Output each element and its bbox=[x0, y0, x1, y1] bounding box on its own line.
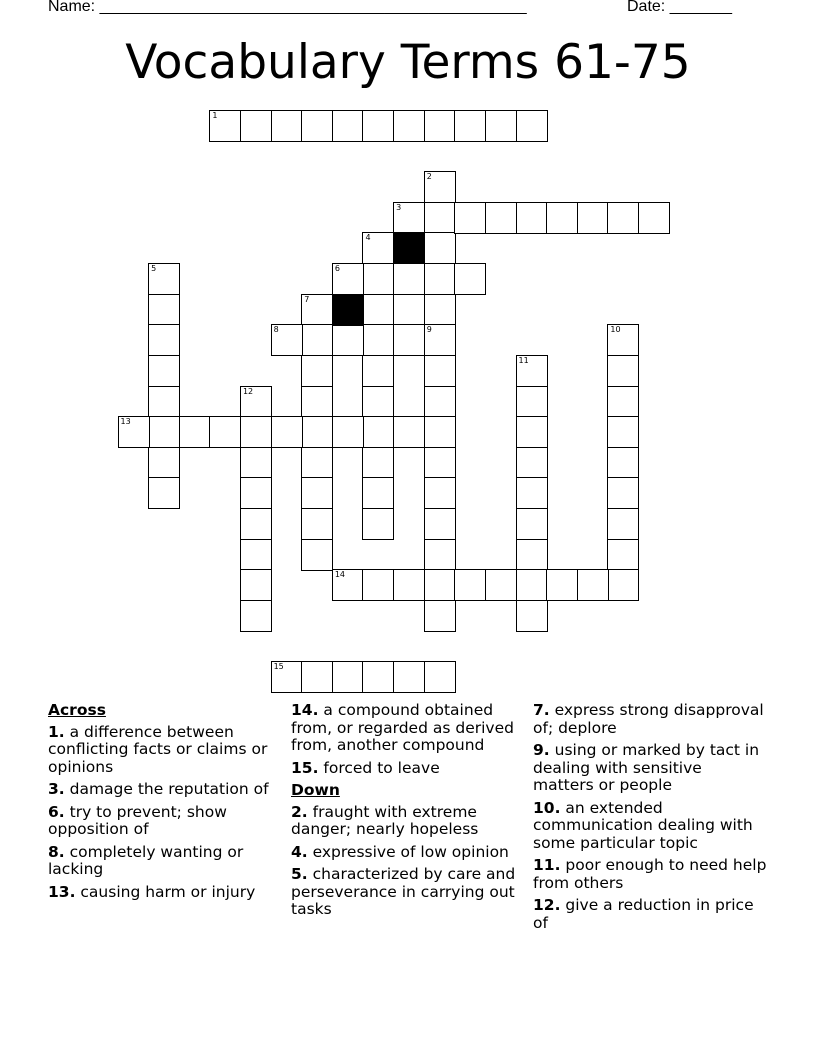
crossword-cell[interactable] bbox=[516, 600, 548, 632]
crossword-cell[interactable] bbox=[301, 508, 333, 540]
crossword-cell[interactable] bbox=[301, 477, 333, 509]
crossword-cell[interactable] bbox=[607, 508, 639, 540]
crossword-cell[interactable] bbox=[362, 416, 394, 448]
crossword-cell[interactable] bbox=[516, 508, 548, 540]
clue-number: 12. bbox=[533, 896, 561, 914]
down-heading: Down bbox=[291, 781, 340, 799]
crossword-cell[interactable] bbox=[362, 386, 394, 418]
clue-number-label: 12 bbox=[242, 386, 254, 396]
crossword-cell[interactable] bbox=[393, 324, 425, 356]
crossword-cell[interactable] bbox=[607, 539, 639, 571]
crossword-cell[interactable] bbox=[118, 416, 150, 448]
clue-number-label: 14 bbox=[334, 570, 346, 580]
across-heading: Across bbox=[48, 701, 106, 719]
crossword-cell[interactable] bbox=[271, 416, 303, 448]
crossword-cell[interactable] bbox=[454, 110, 486, 142]
crossword-cell[interactable] bbox=[240, 600, 272, 632]
clue-number-label: 3 bbox=[396, 202, 402, 212]
crossword-cell[interactable] bbox=[516, 569, 548, 601]
clue-text: an extended communication dealing with some particular topic bbox=[533, 798, 753, 852]
crossword-cell[interactable] bbox=[485, 110, 517, 142]
crossword-cell[interactable] bbox=[424, 386, 456, 418]
clue-item bbox=[48, 724, 282, 777]
crossword-cell[interactable] bbox=[209, 110, 241, 142]
clue-number: 10. bbox=[533, 798, 561, 817]
crossword-cell[interactable] bbox=[424, 324, 456, 356]
clue-number-label: 4 bbox=[365, 233, 371, 243]
crossword-cell[interactable] bbox=[271, 110, 303, 142]
crossword-cell[interactable] bbox=[240, 110, 272, 142]
crossword-cell[interactable] bbox=[148, 263, 180, 295]
clue-text: forced to leave bbox=[318, 758, 440, 777]
crossword-cell[interactable] bbox=[424, 416, 456, 448]
crossword-cell[interactable] bbox=[148, 294, 180, 326]
crossword-cell[interactable] bbox=[148, 324, 180, 356]
crossword-cell[interactable] bbox=[332, 110, 364, 142]
crossword-cell[interactable] bbox=[516, 477, 548, 509]
clue-number: 4. bbox=[291, 842, 308, 861]
crossword-cell[interactable] bbox=[240, 569, 272, 601]
crossword-cell[interactable] bbox=[424, 539, 456, 571]
crossword-cell[interactable] bbox=[271, 661, 303, 693]
crossword-cell[interactable] bbox=[301, 355, 333, 387]
crossword-cell[interactable] bbox=[424, 355, 456, 387]
clue-text: damage the reputation of bbox=[64, 780, 269, 798]
clue-number: 9. bbox=[533, 741, 550, 759]
clue-item bbox=[48, 804, 282, 839]
crossword-cell[interactable] bbox=[301, 416, 333, 448]
clue-number-label: 9 bbox=[426, 325, 432, 335]
crossword-cell[interactable] bbox=[301, 539, 333, 571]
clue-number-label: 7 bbox=[304, 294, 310, 304]
crossword-cell[interactable] bbox=[362, 355, 394, 387]
clue-item bbox=[533, 800, 767, 853]
crossword-cell[interactable] bbox=[362, 263, 394, 295]
crossword-cell[interactable] bbox=[516, 202, 548, 234]
crossword-cell[interactable] bbox=[301, 447, 333, 479]
crossword-cell[interactable] bbox=[362, 447, 394, 479]
crossword-cell[interactable] bbox=[393, 110, 425, 142]
date-field-label: Date: _______ bbox=[627, 0, 732, 15]
crossword-cell[interactable] bbox=[485, 569, 517, 601]
crossword-cell[interactable] bbox=[577, 202, 609, 234]
crossword-cell[interactable] bbox=[607, 355, 639, 387]
crossword-cell[interactable] bbox=[362, 232, 394, 264]
clues-column-2 bbox=[291, 702, 525, 924]
crossword-cell[interactable] bbox=[301, 386, 333, 418]
clue-text: give a reduction in price of bbox=[533, 896, 754, 932]
clue-number-label: 6 bbox=[334, 264, 340, 274]
clue-item bbox=[533, 702, 767, 737]
crossword-cell[interactable] bbox=[454, 202, 486, 234]
crossword-cell[interactable] bbox=[424, 232, 456, 264]
crossword-cell[interactable] bbox=[240, 447, 272, 479]
crossword-cell[interactable] bbox=[240, 539, 272, 571]
clue-item bbox=[48, 781, 282, 799]
clue-item bbox=[48, 844, 282, 879]
crossword-cell[interactable] bbox=[179, 416, 211, 448]
clue-text: try to prevent; show opposition of bbox=[48, 802, 227, 838]
clue-number-label: 5 bbox=[151, 264, 157, 274]
clue-text: a difference between conflicting facts or claims or opinions bbox=[48, 722, 268, 776]
crossword-cell[interactable] bbox=[607, 416, 639, 448]
crossword-cell[interactable] bbox=[607, 202, 639, 234]
clue-number-label: 11 bbox=[518, 355, 529, 365]
clue-text: causing harm or injury bbox=[75, 882, 256, 901]
crossword-cell[interactable] bbox=[424, 110, 456, 142]
clue-text: poor enough to need help from others bbox=[533, 856, 767, 892]
crossword-cell[interactable] bbox=[424, 600, 456, 632]
clue-item bbox=[291, 804, 525, 839]
crossword-cell[interactable] bbox=[516, 539, 548, 571]
crossword-cell[interactable] bbox=[607, 447, 639, 479]
clue-item bbox=[291, 866, 525, 919]
crossword-cell[interactable] bbox=[148, 416, 180, 448]
clue-text: completely wanting or lacking bbox=[48, 842, 244, 878]
clue-text: a compound obtained from, or regarded as derived from, another compound bbox=[291, 701, 514, 754]
crossword-cell[interactable] bbox=[516, 110, 548, 142]
crossword-cell[interactable] bbox=[424, 508, 456, 540]
crossword-cell[interactable] bbox=[393, 569, 425, 601]
crossword-cell[interactable] bbox=[209, 416, 241, 448]
crossword-cell[interactable] bbox=[424, 661, 456, 693]
clue-item bbox=[291, 844, 525, 862]
crossword-cell[interactable] bbox=[362, 661, 394, 693]
crossword-cell[interactable] bbox=[362, 324, 394, 356]
crossword-cell[interactable] bbox=[301, 324, 333, 356]
crossword-cell[interactable] bbox=[148, 447, 180, 479]
clue-item bbox=[533, 897, 767, 932]
clue-number-label: 10 bbox=[610, 325, 621, 335]
clue-text: fraught with extreme danger; nearly hopeless bbox=[291, 802, 479, 838]
clue-item bbox=[291, 760, 525, 778]
crossword-cell[interactable] bbox=[546, 202, 578, 234]
clue-item bbox=[48, 884, 282, 902]
crossword-cell[interactable] bbox=[516, 447, 548, 479]
crossword-cell[interactable] bbox=[393, 661, 425, 693]
crossword-cell[interactable] bbox=[362, 110, 394, 142]
crossword-cell[interactable] bbox=[362, 569, 394, 601]
clue-number-label: 2 bbox=[426, 172, 432, 182]
clue-text: expressive of low opinion bbox=[307, 842, 509, 861]
clue-number: 6. bbox=[48, 802, 65, 821]
crossword-cell[interactable] bbox=[148, 477, 180, 509]
crossword-cell[interactable] bbox=[454, 569, 486, 601]
crossword-cell[interactable] bbox=[424, 171, 456, 203]
crossword-cell[interactable] bbox=[362, 508, 394, 540]
clue-text: characterized by care and perseverance in carrying out tasks bbox=[291, 865, 516, 918]
crossword-cell[interactable] bbox=[393, 202, 425, 234]
crossword-cell[interactable] bbox=[148, 386, 180, 418]
crossword-cell[interactable] bbox=[332, 569, 364, 601]
clue-number: 3. bbox=[48, 780, 65, 798]
clue-number: 2. bbox=[291, 802, 308, 821]
clues-column-1 bbox=[48, 702, 282, 906]
clue-item bbox=[533, 857, 767, 892]
clue-number: 5. bbox=[291, 865, 308, 883]
clue-number-label: 1 bbox=[212, 111, 218, 120]
crossword-cell[interactable] bbox=[424, 294, 456, 326]
crossword-cell[interactable] bbox=[148, 355, 180, 387]
crossword-cell[interactable] bbox=[240, 508, 272, 540]
crossword-cell[interactable] bbox=[577, 569, 609, 601]
crossword-cell[interactable] bbox=[271, 324, 303, 356]
page-title: Vocabulary Terms 61-75 bbox=[125, 35, 691, 90]
clue-number-label: 15 bbox=[273, 662, 284, 672]
crossword-cell[interactable] bbox=[638, 202, 670, 234]
crossword-cell[interactable] bbox=[332, 324, 364, 356]
clue-item bbox=[533, 742, 767, 795]
clues-column-3 bbox=[533, 702, 767, 937]
clue-number: 15. bbox=[291, 758, 319, 777]
clue-number: 11. bbox=[533, 856, 561, 874]
name-field-label: Name: ________________________________________________ bbox=[48, 0, 527, 15]
crossword-cell[interactable] bbox=[424, 202, 456, 234]
crossword-cell[interactable] bbox=[240, 477, 272, 509]
crossword-cell[interactable] bbox=[546, 569, 578, 601]
clue-number: 14. bbox=[291, 701, 319, 719]
clue-item bbox=[291, 702, 525, 755]
crossword-cell[interactable] bbox=[424, 447, 456, 479]
crossword-cell[interactable] bbox=[393, 263, 425, 295]
crossword-cell[interactable] bbox=[362, 477, 394, 509]
clue-text: express strong disapproval of; deplore bbox=[533, 701, 764, 737]
crossword-cell[interactable] bbox=[332, 263, 364, 295]
crossword-cell[interactable] bbox=[516, 416, 548, 448]
crossword-cell[interactable] bbox=[424, 263, 456, 295]
clue-number: 1. bbox=[48, 722, 65, 741]
clue-number: 8. bbox=[48, 842, 65, 861]
clue-text: using or marked by tact in dealing with sensitive matters or people bbox=[533, 741, 760, 794]
crossword-cell[interactable] bbox=[332, 416, 364, 448]
crossword-cell[interactable] bbox=[607, 324, 639, 356]
clue-number: 7. bbox=[533, 701, 550, 719]
crossword-cell[interactable] bbox=[454, 263, 486, 295]
crossword-cell[interactable] bbox=[607, 569, 639, 601]
crossword-black-square bbox=[393, 232, 425, 264]
crossword-black-square bbox=[332, 294, 364, 326]
crossword-cell[interactable] bbox=[301, 294, 333, 326]
crossword-cell[interactable] bbox=[240, 386, 272, 418]
crossword-cell[interactable] bbox=[485, 202, 517, 234]
clue-number-label: 8 bbox=[273, 325, 279, 335]
crossword-cell[interactable] bbox=[393, 416, 425, 448]
crossword-cell[interactable] bbox=[301, 110, 333, 142]
crossword-cell[interactable] bbox=[607, 386, 639, 418]
crossword-cell[interactable] bbox=[301, 661, 333, 693]
crossword-cell[interactable] bbox=[516, 355, 548, 387]
clue-number-label: 13 bbox=[120, 417, 131, 427]
clue-number: 13. bbox=[48, 882, 76, 901]
crossword-cell[interactable] bbox=[424, 477, 456, 509]
crossword-cell[interactable] bbox=[362, 294, 394, 326]
crossword-cell[interactable] bbox=[240, 416, 272, 448]
crossword-cell[interactable] bbox=[516, 386, 548, 418]
crossword-cell[interactable] bbox=[332, 661, 364, 693]
crossword-cell[interactable] bbox=[607, 477, 639, 509]
crossword-cell[interactable] bbox=[424, 569, 456, 601]
